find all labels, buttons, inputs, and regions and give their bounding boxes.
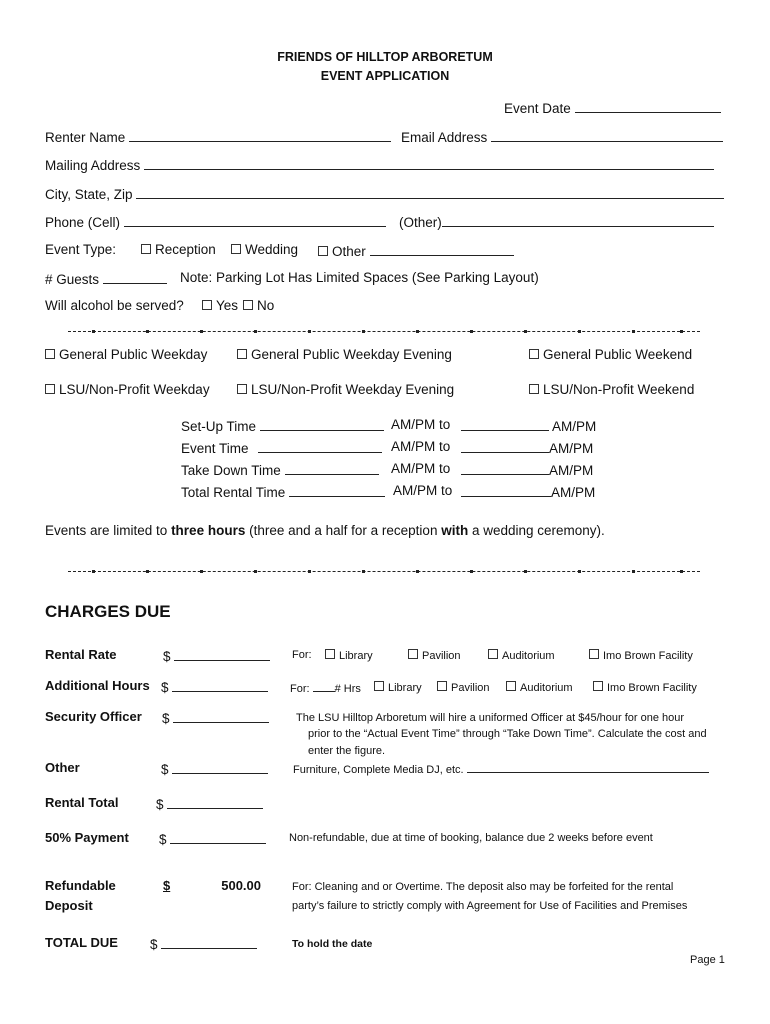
mailing-row — [45, 156, 714, 173]
other-option[interactable] — [318, 242, 514, 259]
guests-label: # Guests — [45, 272, 100, 287]
alcohol-no-checkbox[interactable] — [243, 300, 253, 310]
ah-for-label: For: — [290, 683, 310, 695]
city-label: City, State, Zip — [45, 187, 133, 202]
total-end-row — [461, 483, 595, 500]
divider-dashed — [68, 331, 700, 332]
phone-cell-label: Phone (Cell) — [45, 215, 121, 230]
setup-time-row — [181, 417, 384, 434]
total-ampm-to: AM/PM to — [393, 483, 453, 498]
guests-row — [45, 270, 167, 287]
security-officer-label: Security Officer — [45, 709, 142, 724]
reception-label: Reception — [155, 242, 216, 257]
rr-library-checkbox[interactable] — [325, 649, 335, 659]
alcohol-no-label: No — [257, 298, 275, 313]
rr-auditorium-option[interactable] — [488, 649, 555, 662]
np-evening-option[interactable] — [237, 382, 454, 397]
total-ampm: AM/PM — [551, 485, 596, 500]
deposit-label: Deposit — [45, 898, 93, 913]
setup-ampm-to: AM/PM to — [391, 417, 451, 432]
takedown-end-field[interactable] — [461, 461, 549, 475]
rr-pavilion-label: Pavilion — [422, 650, 461, 662]
np-weekend-label: LSU/Non-Profit Weekend — [543, 382, 695, 397]
setup-end-field[interactable] — [461, 417, 549, 431]
np-weekend-option[interactable] — [529, 382, 694, 397]
security-note-2: prior to the “Actual Event Time” through “Take Down Time”. Calculate the cost and — [308, 728, 707, 740]
email-row — [401, 128, 723, 145]
limit-text-b: three hours — [171, 523, 246, 538]
reception-option[interactable] — [141, 242, 216, 257]
total-start-field[interactable] — [289, 483, 385, 497]
city-field[interactable] — [136, 185, 724, 199]
event-end-field[interactable] — [461, 439, 549, 453]
event-end-row — [461, 439, 593, 456]
phone-other-field[interactable] — [442, 213, 714, 227]
other-charge-amount — [161, 760, 268, 777]
rr-library-option[interactable] — [325, 649, 373, 662]
takedown-ampm-to: AM/PM to — [391, 461, 451, 476]
security-officer-field[interactable] — [173, 709, 269, 723]
gp-weekday-label: General Public Weekday — [59, 347, 208, 362]
alcohol-yes-label: Yes — [216, 298, 239, 313]
dollar-sign: $ — [163, 649, 171, 664]
alcohol-label: Will alcohol be served? — [45, 298, 184, 313]
ah-library-checkbox[interactable] — [374, 681, 384, 691]
other-type-field[interactable] — [370, 242, 514, 256]
event-time-label: Event Time — [181, 441, 249, 456]
deposit-note-1: For: Cleaning and or Overtime. The deposit also may be forfeited for the rental — [292, 881, 674, 893]
ah-library-label: Library — [388, 682, 422, 694]
alcohol-yes-option[interactable] — [202, 298, 238, 313]
hours-count-field[interactable] — [313, 681, 335, 692]
dollar-sign: $ — [150, 937, 158, 952]
rr-auditorium-checkbox[interactable] — [488, 649, 498, 659]
other-description-field[interactable] — [467, 762, 709, 773]
deposit-value: 500.00 — [221, 878, 261, 893]
mailing-label: Mailing Address — [45, 158, 141, 173]
event-date-label: Event Date — [504, 101, 571, 116]
rr-library-label: Library — [339, 650, 373, 662]
total-end-field[interactable] — [461, 483, 551, 497]
ah-imo-label: Imo Brown Facility — [607, 682, 697, 694]
event-date-row — [504, 99, 721, 116]
rental-total-field[interactable] — [167, 795, 263, 809]
phone-cell-field[interactable] — [124, 213, 386, 227]
time-limit-note — [45, 523, 605, 538]
security-officer-amount — [162, 709, 269, 726]
rental-total-label: Rental Total — [45, 795, 119, 810]
setup-end-row — [461, 417, 596, 434]
rr-pavilion-option[interactable] — [408, 649, 461, 662]
ah-library-option[interactable] — [374, 681, 422, 694]
event-ampm-to: AM/PM to — [391, 439, 451, 454]
charges-heading: CHARGES DUE — [45, 602, 171, 621]
np-evening-label: LSU/Non-Profit Weekday Evening — [251, 382, 455, 397]
total-due-label: TOTAL DUE — [45, 935, 118, 950]
rr-auditorium-label: Auditorium — [502, 650, 555, 662]
alcohol-yes-checkbox[interactable] — [202, 300, 212, 310]
gp-evening-label: General Public Weekday Evening — [251, 347, 452, 362]
gp-weekday-checkbox[interactable] — [45, 349, 55, 359]
other-checkbox[interactable] — [318, 246, 328, 256]
total-time-label: Total Rental Time — [181, 485, 286, 500]
mailing-field[interactable] — [144, 156, 714, 170]
wedding-option[interactable] — [231, 242, 298, 257]
event-type-label: Event Type: — [45, 242, 117, 257]
gp-weekend-label: General Public Weekend — [543, 347, 693, 362]
divider-dashed — [68, 571, 700, 572]
event-ampm: AM/PM — [549, 441, 594, 456]
additional-hours-field[interactable] — [172, 678, 268, 692]
event-start-field[interactable] — [258, 439, 382, 453]
limit-text-e: a wedding ceremony). — [468, 523, 605, 538]
ah-pavilion-label: Pavilion — [451, 682, 490, 694]
rr-pavilion-checkbox[interactable] — [408, 649, 418, 659]
takedown-start-field[interactable] — [285, 461, 379, 475]
ah-imo-checkbox[interactable] — [593, 681, 603, 691]
reception-checkbox[interactable] — [141, 244, 151, 254]
total-time-row — [181, 483, 385, 500]
np-weekday-checkbox[interactable] — [45, 384, 55, 394]
dollar-sign: $ — [156, 797, 164, 812]
email-field[interactable] — [491, 128, 723, 142]
wedding-label: Wedding — [245, 242, 299, 257]
rr-imo-label: Imo Brown Facility — [603, 650, 693, 662]
setup-ampm: AM/PM — [552, 419, 597, 434]
takedown-end-row — [461, 461, 593, 478]
refundable-label: Refundable — [45, 878, 116, 893]
email-label: Email Address — [401, 130, 488, 145]
phone-row — [45, 213, 386, 230]
ah-auditorium-label: Auditorium — [520, 682, 573, 694]
np-weekday-option[interactable] — [45, 382, 210, 397]
rental-total-amount — [156, 795, 263, 812]
takedown-time-row — [181, 461, 379, 478]
total-due-amount — [150, 935, 257, 952]
ah-pavilion-checkbox[interactable] — [437, 681, 447, 691]
limit-text-c: (three and a half for a reception — [245, 523, 442, 538]
gp-weekend-checkbox[interactable] — [529, 349, 539, 359]
city-row — [45, 185, 724, 202]
security-note-3: enter the figure. — [308, 745, 386, 757]
ah-auditorium-option[interactable] — [506, 681, 573, 694]
parking-note: Note: Parking Lot Has Limited Spaces (See Parking Layout) — [180, 270, 539, 285]
takedown-ampm: AM/PM — [549, 463, 594, 478]
additional-hours-label: Additional Hours — [45, 678, 150, 693]
deposit-amount — [163, 878, 263, 893]
ah-auditorium-checkbox[interactable] — [506, 681, 516, 691]
np-evening-checkbox[interactable] — [237, 384, 247, 394]
additional-hours-amount — [161, 678, 268, 695]
other-note-row — [293, 762, 709, 776]
renter-row — [45, 128, 391, 145]
ah-pavilion-option[interactable] — [437, 681, 490, 694]
gp-weekend-option[interactable] — [529, 347, 692, 362]
setup-start-field[interactable] — [260, 417, 384, 431]
rr-imo-checkbox[interactable] — [589, 649, 599, 659]
phone-other-label: (Other) — [399, 215, 442, 230]
deposit-note-2: party’s failure to strictly comply with Agreement for Use of Facilities and Premises — [292, 900, 688, 912]
total-due-field[interactable] — [161, 935, 257, 949]
dollar-sign: $ — [162, 711, 170, 726]
takedown-time-label: Take Down Time — [181, 463, 281, 478]
other-charge-label: Other — [45, 760, 80, 775]
dollar-sign: $ — [161, 680, 169, 695]
event-date-field[interactable] — [575, 99, 721, 113]
gp-weekday-option[interactable] — [45, 347, 207, 362]
other-charge-field[interactable] — [172, 760, 268, 774]
payment-50-label: 50% Payment — [45, 830, 129, 845]
payment-50-amount — [159, 830, 266, 847]
setup-time-label: Set-Up Time — [181, 419, 257, 434]
event-time-row — [181, 439, 382, 456]
org-title: FRIENDS OF HILLTOP ARBORETUM — [277, 50, 493, 64]
hours-label: # Hrs — [334, 683, 361, 695]
payment-50-field[interactable] — [170, 830, 266, 844]
dollar-sign: $ — [161, 762, 169, 777]
alcohol-no-option[interactable] — [243, 298, 274, 313]
rental-for-label: For: — [292, 649, 312, 661]
rental-rate-label: Rental Rate — [45, 647, 117, 662]
np-weekend-checkbox[interactable] — [529, 384, 539, 394]
dollar-sign: $ — [159, 832, 167, 847]
ah-for-row — [290, 681, 361, 695]
gp-evening-option[interactable] — [237, 347, 452, 362]
renter-name-field[interactable] — [129, 128, 391, 142]
renter-name-label: Renter Name — [45, 130, 126, 145]
limit-text-d: with — [441, 523, 469, 538]
other-note: Furniture, Complete Media DJ, etc. — [293, 764, 464, 776]
np-weekday-label: LSU/Non-Profit Weekday — [59, 382, 210, 397]
wedding-checkbox[interactable] — [231, 244, 241, 254]
gp-evening-checkbox[interactable] — [237, 349, 247, 359]
form-title: EVENT APPLICATION — [320, 69, 450, 83]
total-note: To hold the date — [292, 938, 373, 950]
limit-text-a: Events are limited to — [45, 523, 172, 538]
ah-imo-option[interactable] — [593, 681, 697, 694]
rental-rate-amount — [163, 647, 270, 664]
rr-imo-option[interactable] — [589, 649, 693, 662]
rental-rate-field[interactable] — [174, 647, 270, 661]
other-label: Other — [332, 244, 366, 259]
phone-other-row — [399, 213, 714, 230]
guests-field[interactable] — [103, 270, 167, 284]
page-number: Page 1 — [690, 954, 725, 966]
security-note-1: The LSU Hilltop Arboretum will hire a uniformed Officer at $45/hour for one hour — [296, 712, 685, 724]
dollar-sign: $ — [163, 878, 171, 893]
payment-note: Non-refundable, due at time of booking, balance due 2 weeks before event — [289, 832, 653, 844]
